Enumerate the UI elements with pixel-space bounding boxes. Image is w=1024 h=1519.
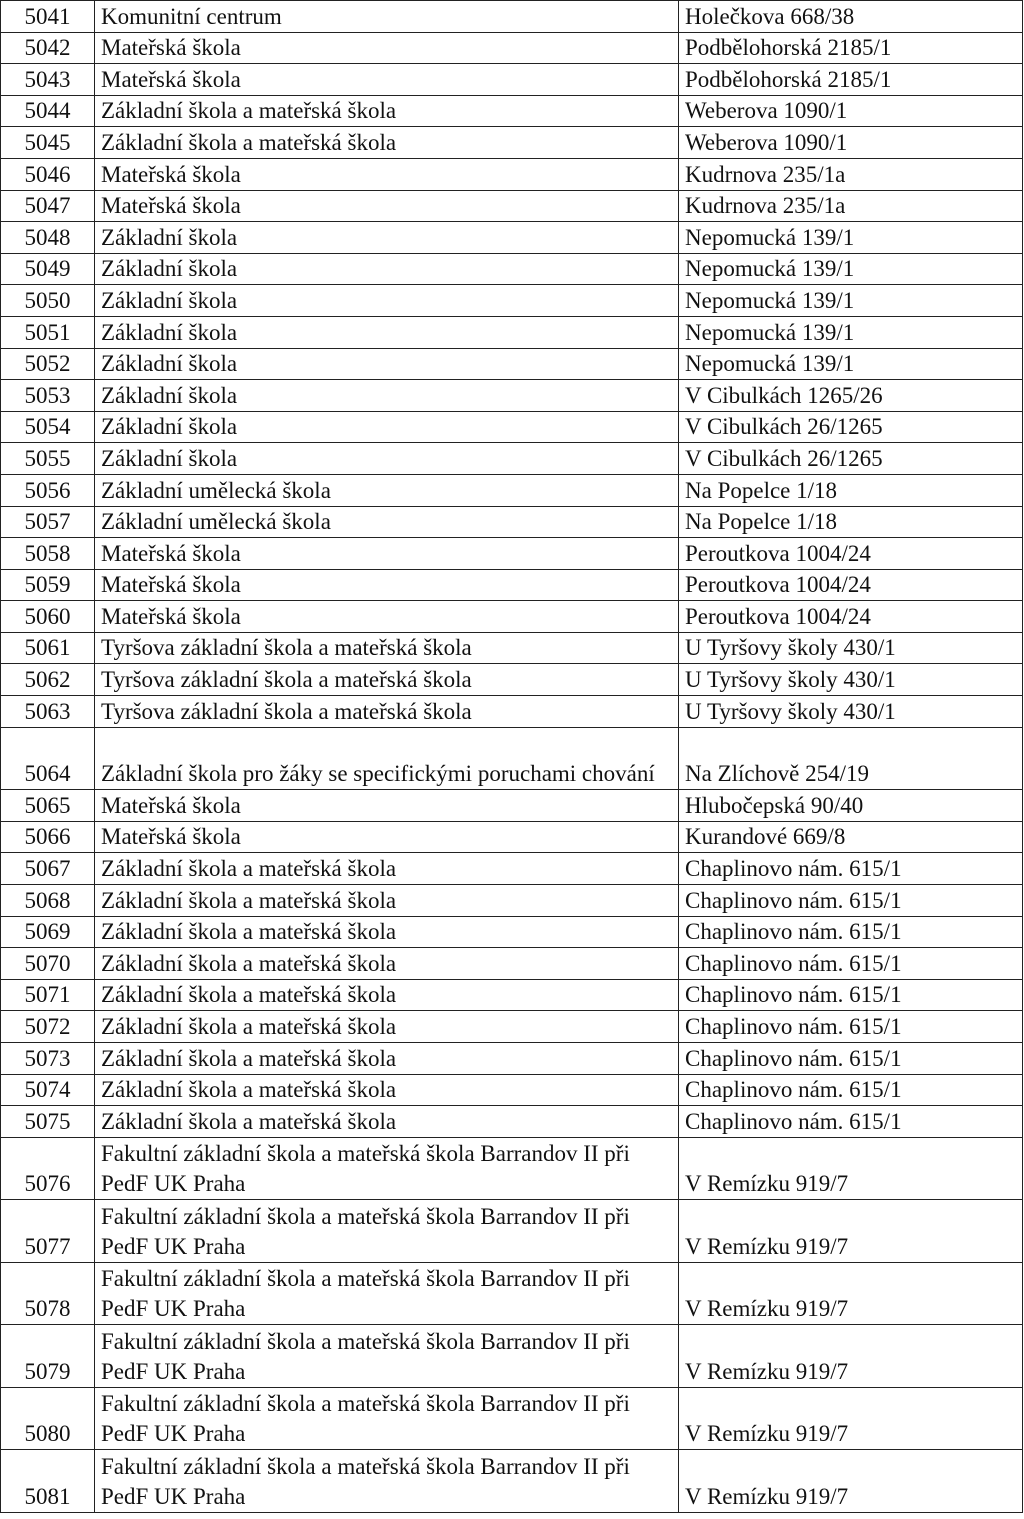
address-cell: Weberova 1090/1: [679, 95, 1023, 127]
facility-name-cell: Základní škola a mateřská škola: [95, 127, 679, 159]
table-row: [1, 380, 1023, 412]
table-row: [1, 538, 1023, 570]
row-id-cell: 5073: [1, 1042, 95, 1074]
table-row: [1, 411, 1023, 443]
row-id-cell: 5042: [1, 32, 95, 64]
row-id-cell: 5078: [1, 1262, 95, 1325]
row-id-cell: 5062: [1, 664, 95, 696]
address-cell: U Tyršovy školy 430/1: [679, 664, 1023, 696]
table-row: [1, 1325, 1023, 1388]
address-cell: Kudrnova 235/1a: [679, 158, 1023, 190]
facility-name-cell: Základní škola a mateřská škola: [95, 853, 679, 885]
address-cell: V Remízku 919/7: [679, 1200, 1023, 1263]
row-id-cell: 5065: [1, 790, 95, 822]
facility-name-cell: Tyršova základní škola a mateřská škola: [95, 632, 679, 664]
row-id-cell: 5067: [1, 853, 95, 885]
facility-name-cell: Základní škola a mateřská škola: [95, 979, 679, 1011]
facility-name-cell: Mateřská škola: [95, 538, 679, 570]
address-cell: V Remízku 919/7: [679, 1137, 1023, 1200]
address-cell: Nepomucká 139/1: [679, 253, 1023, 285]
facility-name-cell: Základní škola: [95, 411, 679, 443]
row-id-cell: 5061: [1, 632, 95, 664]
row-id-cell: 5047: [1, 190, 95, 222]
table-row: [1, 1137, 1023, 1200]
table-row: [1, 64, 1023, 96]
table-row: [1, 127, 1023, 159]
row-id-cell: 5048: [1, 222, 95, 254]
address-cell: Chaplinovo nám. 615/1: [679, 916, 1023, 948]
row-id-cell: 5076: [1, 1137, 95, 1200]
table-row: [1, 190, 1023, 222]
address-cell: V Remízku 919/7: [679, 1387, 1023, 1450]
facility-name-cell: Tyršova základní škola a mateřská škola: [95, 696, 679, 728]
facility-name-cell: Základní umělecká škola: [95, 506, 679, 538]
table-row: [1, 348, 1023, 380]
row-id-cell: 5049: [1, 253, 95, 285]
table-row: [1, 948, 1023, 980]
address-cell: Chaplinovo nám. 615/1: [679, 1042, 1023, 1074]
address-cell: V Cibulkách 26/1265: [679, 411, 1023, 443]
table-row: [1, 727, 1023, 790]
facility-name-cell: Základní škola: [95, 285, 679, 317]
address-cell: U Tyršovy školy 430/1: [679, 696, 1023, 728]
address-cell: V Remízku 919/7: [679, 1450, 1023, 1513]
row-id-cell: 5058: [1, 538, 95, 570]
table-row: [1, 979, 1023, 1011]
row-id-cell: 5064: [1, 727, 95, 790]
address-cell: Peroutkova 1004/24: [679, 601, 1023, 633]
facility-name-cell: Základní škola a mateřská škola: [95, 1074, 679, 1106]
row-id-cell: 5060: [1, 601, 95, 633]
table-row: [1, 696, 1023, 728]
row-id-cell: 5071: [1, 979, 95, 1011]
table-row: [1, 632, 1023, 664]
table-row: [1, 253, 1023, 285]
table-row: [1, 790, 1023, 822]
address-cell: Na Zlíchově 254/19: [679, 727, 1023, 790]
table-row: [1, 853, 1023, 885]
facility-name-cell: Základní škola: [95, 222, 679, 254]
facility-name-cell: Tyršova základní škola a mateřská škola: [95, 664, 679, 696]
row-id-cell: 5074: [1, 1074, 95, 1106]
facility-name-cell: Mateřská škola: [95, 821, 679, 853]
table-row: [1, 1450, 1023, 1513]
address-cell: Chaplinovo nám. 615/1: [679, 948, 1023, 980]
address-cell: Chaplinovo nám. 615/1: [679, 979, 1023, 1011]
facility-name-cell: Komunitní centrum: [95, 1, 679, 33]
table-row: [1, 474, 1023, 506]
facility-name-cell: Základní škola a mateřská škola: [95, 916, 679, 948]
table-row: [1, 32, 1023, 64]
facility-name-cell: Mateřská škola: [95, 790, 679, 822]
row-id-cell: 5055: [1, 443, 95, 475]
table-row: [1, 1074, 1023, 1106]
address-cell: Podbělohorská 2185/1: [679, 64, 1023, 96]
facility-name-cell: Základní škola: [95, 253, 679, 285]
row-id-cell: 5053: [1, 380, 95, 412]
facility-name-cell: Mateřská škola: [95, 190, 679, 222]
address-cell: Chaplinovo nám. 615/1: [679, 1074, 1023, 1106]
facility-name-cell: Základní škola: [95, 316, 679, 348]
facility-name-cell: Fakultní základní škola a mateřská škola Barrandov II při PedF UK Praha: [95, 1325, 679, 1388]
address-cell: Chaplinovo nám. 615/1: [679, 853, 1023, 885]
address-cell: Kurandové 669/8: [679, 821, 1023, 853]
facility-name-cell: Fakultní základní škola a mateřská škola Barrandov II při PedF UK Praha: [95, 1137, 679, 1200]
facility-name-cell: Fakultní základní škola a mateřská škola Barrandov II při PedF UK Praha: [95, 1200, 679, 1263]
row-id-cell: 5068: [1, 884, 95, 916]
facility-name-cell: Základní škola a mateřská škola: [95, 1042, 679, 1074]
table-row: [1, 916, 1023, 948]
address-cell: Nepomucká 139/1: [679, 316, 1023, 348]
table-row: [1, 1, 1023, 33]
facility-name-cell: Základní škola: [95, 380, 679, 412]
row-id-cell: 5070: [1, 948, 95, 980]
table-row: [1, 601, 1023, 633]
facility-name-cell: Mateřská škola: [95, 64, 679, 96]
table-row: [1, 1387, 1023, 1450]
table-row: [1, 1262, 1023, 1325]
facility-name-cell: Základní škola pro žáky se specifickými poruchami chování: [95, 727, 679, 790]
row-id-cell: 5051: [1, 316, 95, 348]
facility-name-cell: Základní škola: [95, 348, 679, 380]
facility-name-cell: Mateřská škola: [95, 601, 679, 633]
table-body: [1, 1, 1023, 1513]
address-cell: Hlubočepská 90/40: [679, 790, 1023, 822]
address-cell: Na Popelce 1/18: [679, 474, 1023, 506]
facility-name-cell: Základní škola a mateřská škola: [95, 1011, 679, 1043]
row-id-cell: 5077: [1, 1200, 95, 1263]
row-id-cell: 5079: [1, 1325, 95, 1388]
address-cell: Peroutkova 1004/24: [679, 538, 1023, 570]
facility-name-cell: Základní škola a mateřská škola: [95, 95, 679, 127]
table-row: [1, 1200, 1023, 1263]
facility-name-cell: Fakultní základní škola a mateřská škola Barrandov II při PedF UK Praha: [95, 1262, 679, 1325]
facility-name-cell: Základní škola a mateřská škola: [95, 1106, 679, 1138]
table-row: [1, 443, 1023, 475]
row-id-cell: 5081: [1, 1450, 95, 1513]
row-id-cell: 5059: [1, 569, 95, 601]
address-cell: Podbělohorská 2185/1: [679, 32, 1023, 64]
facility-name-cell: Mateřská škola: [95, 32, 679, 64]
address-cell: Na Popelce 1/18: [679, 506, 1023, 538]
table-row: [1, 222, 1023, 254]
facility-name-cell: Fakultní základní škola a mateřská škola Barrandov II při PedF UK Praha: [95, 1450, 679, 1513]
row-id-cell: 5075: [1, 1106, 95, 1138]
table-row: [1, 95, 1023, 127]
row-id-cell: 5057: [1, 506, 95, 538]
row-id-cell: 5046: [1, 158, 95, 190]
facility-name-cell: Mateřská škola: [95, 569, 679, 601]
address-cell: V Cibulkách 1265/26: [679, 380, 1023, 412]
row-id-cell: 5056: [1, 474, 95, 506]
table-row: [1, 506, 1023, 538]
row-id-cell: 5072: [1, 1011, 95, 1043]
row-id-cell: 5063: [1, 696, 95, 728]
address-cell: Nepomucká 139/1: [679, 348, 1023, 380]
address-cell: Chaplinovo nám. 615/1: [679, 1011, 1023, 1043]
table-row: [1, 158, 1023, 190]
facility-name-cell: Základní umělecká škola: [95, 474, 679, 506]
table-row: [1, 884, 1023, 916]
address-cell: U Tyršovy školy 430/1: [679, 632, 1023, 664]
address-cell: V Cibulkách 26/1265: [679, 443, 1023, 475]
table-row: [1, 285, 1023, 317]
table-row: [1, 316, 1023, 348]
address-cell: Nepomucká 139/1: [679, 285, 1023, 317]
row-id-cell: 5045: [1, 127, 95, 159]
row-id-cell: 5066: [1, 821, 95, 853]
address-cell: Weberova 1090/1: [679, 127, 1023, 159]
table-row: [1, 569, 1023, 601]
row-id-cell: 5043: [1, 64, 95, 96]
address-cell: Chaplinovo nám. 615/1: [679, 884, 1023, 916]
table-row: [1, 1042, 1023, 1074]
address-cell: V Remízku 919/7: [679, 1325, 1023, 1388]
table-row: [1, 1011, 1023, 1043]
table-row: [1, 664, 1023, 696]
facility-name-cell: Fakultní základní škola a mateřská škola Barrandov II při PedF UK Praha: [95, 1387, 679, 1450]
address-cell: Holečkova 668/38: [679, 1, 1023, 33]
facility-name-cell: Základní škola a mateřská škola: [95, 948, 679, 980]
address-cell: Kudrnova 235/1a: [679, 190, 1023, 222]
facility-name-cell: Základní škola: [95, 443, 679, 475]
row-id-cell: 5044: [1, 95, 95, 127]
address-cell: Peroutkova 1004/24: [679, 569, 1023, 601]
facility-name-cell: Základní škola a mateřská škola: [95, 884, 679, 916]
address-cell: Nepomucká 139/1: [679, 222, 1023, 254]
facility-name-cell: Mateřská škola: [95, 158, 679, 190]
table-row: [1, 1106, 1023, 1138]
row-id-cell: 5041: [1, 1, 95, 33]
address-cell: V Remízku 919/7: [679, 1262, 1023, 1325]
row-id-cell: 5069: [1, 916, 95, 948]
row-id-cell: 5052: [1, 348, 95, 380]
row-id-cell: 5080: [1, 1387, 95, 1450]
address-cell: Chaplinovo nám. 615/1: [679, 1106, 1023, 1138]
row-id-cell: 5050: [1, 285, 95, 317]
row-id-cell: 5054: [1, 411, 95, 443]
table-row: [1, 821, 1023, 853]
